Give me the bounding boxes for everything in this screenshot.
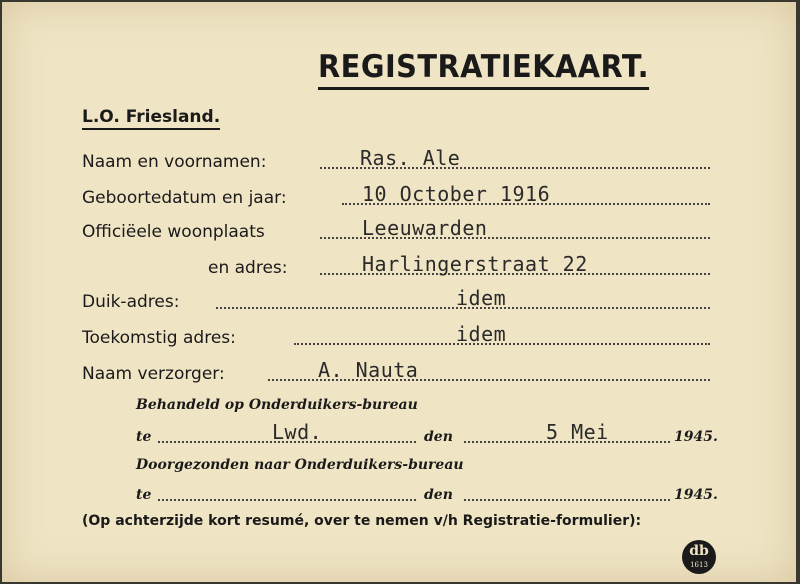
doorgezonden-year: 1945.: [674, 487, 718, 503]
naam-value: Ras. Ale: [360, 146, 461, 170]
woonplaats-value: Leeuwarden: [362, 216, 488, 240]
doorgezonden-te-label: te: [136, 487, 152, 503]
duik-value: idem: [456, 286, 507, 310]
behandeld-te-label: te: [136, 429, 152, 445]
duik-label: Duik-adres:: [82, 292, 180, 312]
doorgezonden-te-line: [158, 499, 416, 501]
behandeld-den-label: den: [424, 429, 453, 445]
doorgezonden-heading: Doorgezonden naar Onderduikers-bureau: [136, 457, 464, 473]
toekomstig-label: Toekomstig adres:: [82, 328, 236, 348]
adres-label: en adres:: [208, 258, 288, 278]
printer-logo-icon: [682, 540, 716, 574]
behandeld-den-value: 5 Mei: [546, 420, 609, 444]
adres-value: Harlingerstraat 22: [362, 252, 588, 276]
toekomstig-value: idem: [456, 322, 507, 346]
behandeld-te-value: Lwd.: [272, 420, 323, 444]
geboorte-label: Geboortedatum en jaar:: [82, 188, 287, 208]
behandeld-year: 1945.: [674, 429, 718, 445]
card-title: REGISTRATIEKAART.: [318, 48, 649, 90]
card-subtitle: L.O. Friesland.: [82, 106, 220, 130]
logo-top-text: db: [689, 543, 709, 559]
geboorte-value: 10 October 1916: [362, 182, 551, 206]
registration-card: [2, 2, 796, 582]
footer-note: (Op achterzijde kort resumé, over te nemen v/h Registratie-formulier):: [82, 513, 642, 529]
verzorger-value: A. Nauta: [318, 358, 419, 382]
doorgezonden-den-label: den: [424, 487, 453, 503]
woonplaats-label: Officiëele woonplaats: [82, 222, 265, 242]
logo-bottom-text: 1613: [690, 561, 708, 569]
behandeld-heading: Behandeld op Onderduikers-bureau: [136, 397, 418, 413]
verzorger-label: Naam verzorger:: [82, 364, 225, 384]
naam-label: Naam en voornamen:: [82, 152, 267, 172]
doorgezonden-den-line: [464, 499, 670, 501]
